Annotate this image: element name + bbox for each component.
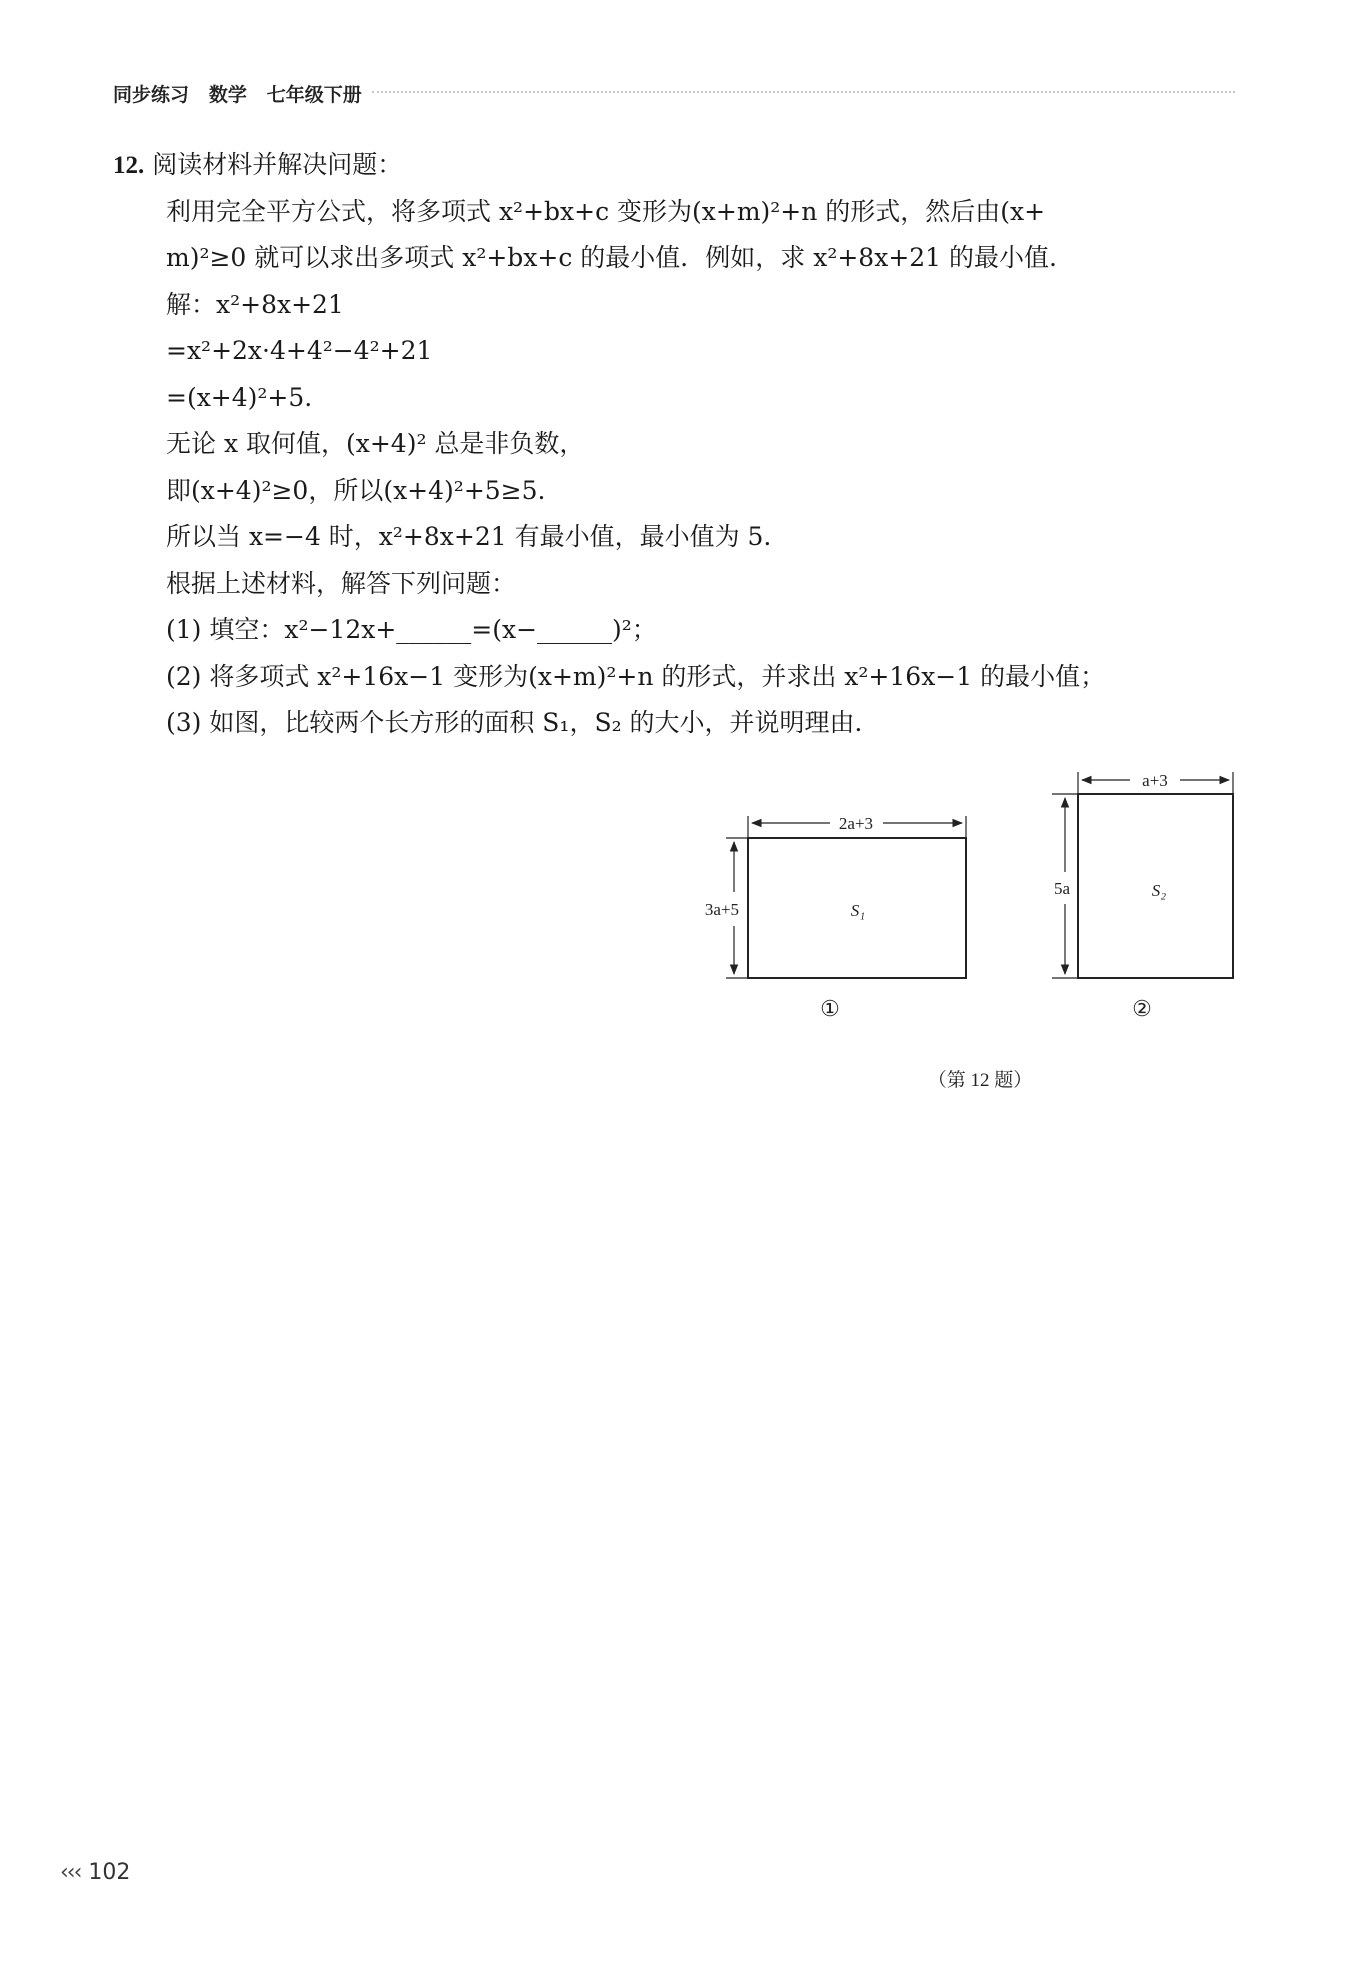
page-header (113, 76, 1235, 110)
problem-line: (1) 填空：x²−12x+______=(x−______)²； (166, 615, 657, 644)
problem-line: 即(x+4)²≥0，所以(x+4)²+5≥5. (166, 475, 546, 505)
problem-line: =x²+2x·4+4²−4²+21 (166, 336, 433, 365)
problem-line: (3) 如图，比较两个长方形的面积 S₁，S₂ 的大小，并说明理由． (166, 708, 880, 737)
rect1-index-label: ① (820, 996, 840, 1021)
header-divider (372, 91, 1235, 96)
problem-line: =(x+4)²+5. (166, 382, 313, 412)
chevrons-left-icon: ‹‹‹ (60, 1860, 81, 1885)
book-title: 同步练习 数学 七年级下册 (113, 83, 362, 106)
problem-line: 12. 阅读材料并解决问题： (113, 150, 403, 179)
rect2-area-label: S₂ (1151, 881, 1167, 900)
rect2-index-label: ② (1132, 996, 1152, 1021)
rect2-height-label: 5a (1053, 879, 1071, 898)
figure-svg (690, 756, 1250, 1101)
page-footer (60, 1860, 130, 1885)
rect2-width-label: a+3 (1142, 771, 1168, 790)
problem-line: 所以当 x=−4 时，x²+8x+21 有最小值，最小值为 5. (166, 522, 772, 551)
problem-line: 利用完全平方公式，将多项式 x²+bx+c 变形为(x+m)²+n 的形式，然后由(x+ (166, 196, 1046, 226)
rect1-height-label: 3a+5 (704, 900, 740, 919)
problem-line: m)²≥0 就可以求出多项式 x²+bx+c 的最小值．例如，求 x²+8x+21 的最小值. (166, 243, 1057, 272)
problem-line: (2) 将多项式 x²+16x−1 变形为(x+m)²+n 的形式，并求出 x²+16x−1 的最小值； (166, 661, 1106, 691)
problem-line: 解：x²+8x+21 (166, 289, 344, 319)
rect1-area-label: S₁ (850, 901, 866, 920)
problem-12 (113, 142, 1238, 747)
page-number: 102 (88, 1860, 131, 1885)
figure-caption: （第 12 题） (927, 1070, 1033, 1091)
rectangles-figure (690, 756, 1250, 1101)
problem-line: 无论 x 取何值，(x+4)² 总是非负数， (166, 429, 585, 458)
rect1-width-label: 2a+3 (838, 814, 874, 833)
problem-line: 根据上述材料，解答下列问题： (166, 568, 517, 598)
question-number: 12. (113, 152, 145, 179)
